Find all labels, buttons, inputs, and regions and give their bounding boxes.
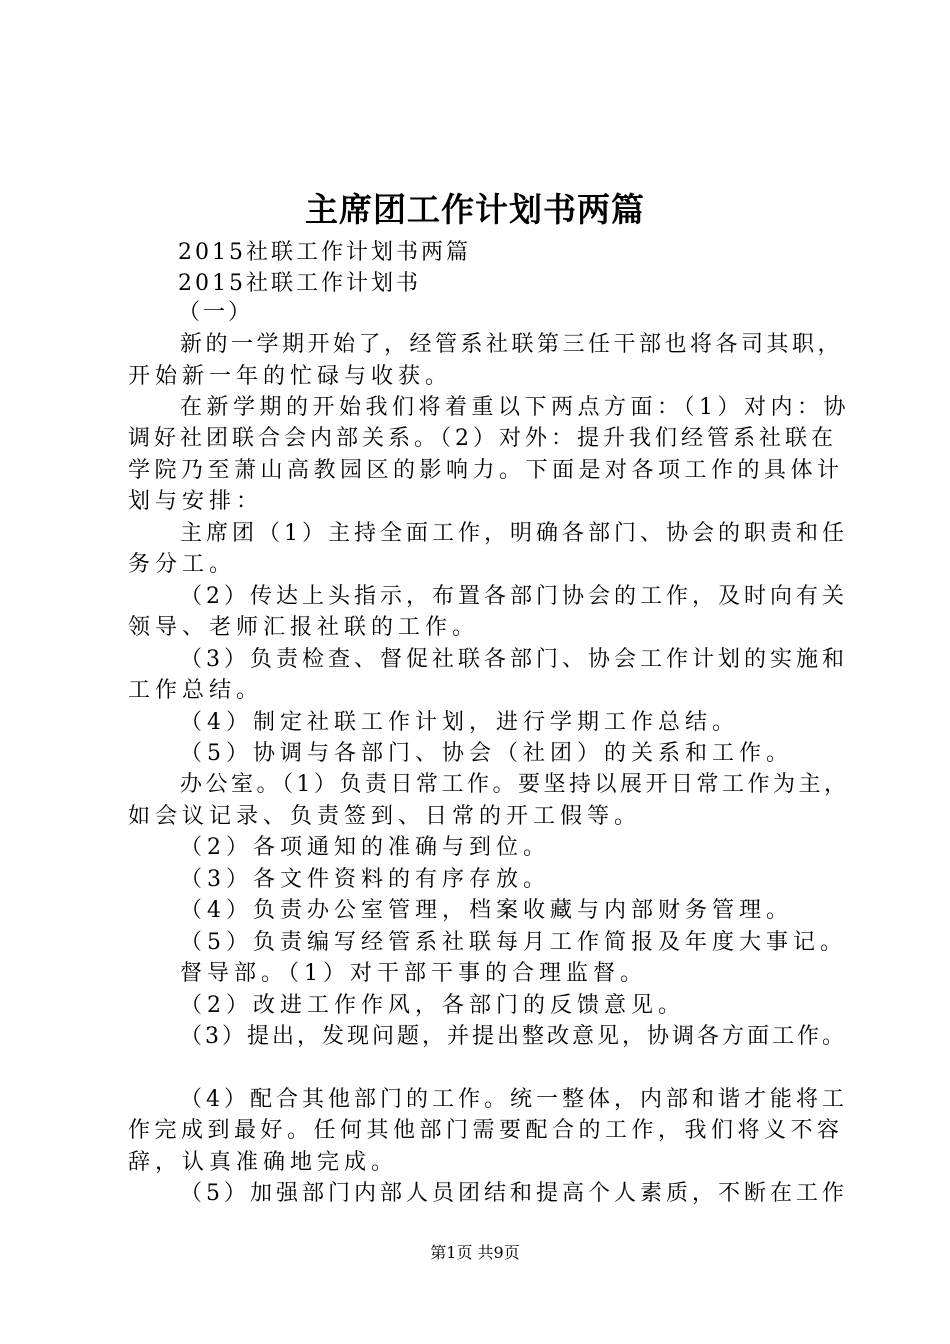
paragraph-line: 如会议记录、负责签到、日常的开工假等。 [128,804,642,829]
paragraph-line: （4）配合其他部门的工作。统一整体，内部和谐才能将工 [180,1087,848,1112]
paragraph-line: （3）提出，发现问题，并提出整改意见，协调各方面工作。 [180,1024,847,1049]
paragraph-line: （2）传达上头指示，布置各部门协会的工作，及时向有关 [180,584,848,609]
paragraph-line: 主席团（1）主持全面工作，明确各部门、协会的职责和任 [180,521,848,546]
paragraph-line: （一） [178,300,254,325]
paragraph-line: （4）制定社联工作计划，进行学期工作总结。 [180,710,739,735]
paragraph-line: （3）各文件资料的有序存放。 [180,867,550,892]
paragraph-line: 在新学期的开始我们将着重以下两点方面：（1）对内：协 [180,395,850,420]
paragraph-line: 新的一学期开始了，经管系社联第三任干部也将各司其职， [180,332,844,357]
paragraph-line: 学院乃至萧山高教园区的影响力。下面是对各项工作的具体计 [128,458,844,483]
paragraph-line: 辞，认真准确地完成。 [128,1150,399,1175]
paragraph-line: （5）协调与各部门、协会（社团）的关系和工作。 [180,741,793,766]
page-number-footer: 第1页 共9页 [430,1243,520,1262]
paragraph-line: 办公室。（1）负责日常工作。要坚持以展开日常工作为主， [180,772,850,797]
paragraph-line: 领导、老师汇报社联的工作。 [128,615,480,640]
paragraph-line: 2015社联工作计划书两篇 [178,240,471,265]
paragraph-line: （2）改进工作作风，各部门的反馈意见。 [180,993,685,1018]
paragraph-line: （3）负责检查、督促社联各部门、协会工作计划的实施和 [180,647,848,672]
paragraph-line: 工作总结。 [128,678,264,703]
document-title: 主席团工作计划书两篇 [305,190,645,229]
paragraph-line: 作完成到最好。任何其他部门需要配合的工作，我们将义不容 [128,1118,844,1143]
paragraph-line: 划与安排： [128,489,264,514]
paragraph-line: （4）负责办公室管理，档案收藏与内部财务管理。 [180,898,793,923]
paragraph-line: （5）加强部门内部人员团结和提高个人素质，不断在工作 [180,1181,848,1206]
paragraph-line: 务分工。 [128,552,237,577]
paragraph-line: 督导部。（1）对干部干事的合理监督。 [180,961,647,986]
paragraph-line: 调好社团联合会内部关系。（2）对外：提升我们经管系社联在 [128,426,837,451]
paragraph-line: （2）各项通知的准确与到位。 [180,835,550,860]
paragraph-line: 2015社联工作计划书 [178,271,421,296]
paragraph-line: 开始新一年的忙碌与收获。 [128,364,453,389]
paragraph-line: （5）负责编写经管系社联每月工作简报及年度大事记。 [180,930,847,955]
